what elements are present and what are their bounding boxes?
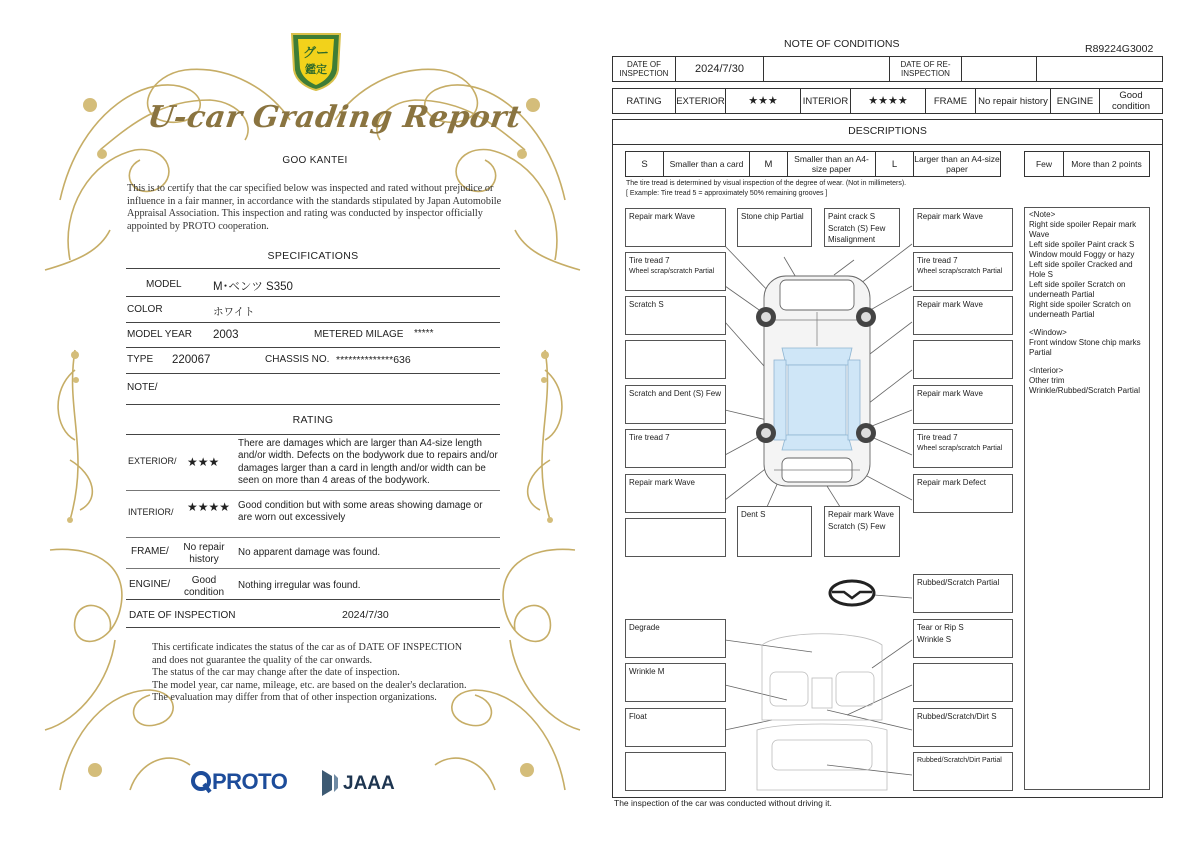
divider	[126, 322, 500, 323]
type-label: TYPE	[127, 354, 154, 365]
frame-header: FRAME	[925, 88, 976, 114]
type-value: 220067	[172, 354, 211, 366]
interior-label: INTERIOR/	[128, 507, 174, 517]
chassis-label: CHASSIS NO.	[265, 354, 330, 365]
date-of-inspection-label: DATE OF INSPECTION	[129, 610, 236, 621]
divider	[126, 537, 500, 538]
divider	[126, 347, 500, 348]
empty-cell	[763, 56, 890, 82]
notes-panel	[1024, 207, 1150, 790]
interior-rating: ★★★★	[850, 88, 926, 114]
empty-cell	[1036, 56, 1163, 82]
jaaa-logo-text: JAAA	[343, 773, 395, 794]
tire-tread-note: The tire tread is determined by visual inspection of the degree of wear. (Not in millimeters).	[626, 180, 907, 187]
divider	[126, 296, 500, 297]
condition-box: Repair mark Wave	[913, 385, 1013, 424]
descriptions-heading: DESCRIPTIONS	[848, 125, 927, 137]
note-heading: <Note>	[1029, 210, 1056, 219]
engine-label: ENGINE/	[129, 579, 171, 590]
model-value: M･ベンツ S350	[213, 281, 293, 293]
date-of-reinspection-header: DATE OF RE-INSPECTION	[889, 56, 962, 82]
exterior-rating: ★★★	[725, 88, 801, 114]
model-year-value: 2003	[213, 329, 239, 341]
divider	[126, 373, 500, 374]
condition-box: Rubbed/Scratch/Dirt S	[913, 708, 1013, 747]
model-year-label: MODEL YEAR	[127, 329, 193, 340]
condition-box-empty	[625, 340, 726, 379]
date-of-inspection-cell: 2024/7/30	[675, 56, 764, 82]
condition-box	[625, 252, 726, 291]
date-of-inspection-value: 2024/7/30	[342, 609, 389, 621]
color-value: ホワイト	[213, 306, 255, 318]
condition-box-empty	[913, 340, 1013, 379]
divider	[126, 599, 500, 600]
legend-l-desc: Larger than an A4-size paper	[913, 151, 1001, 177]
report-subtitle: GOO KANTEI	[282, 155, 348, 166]
legend-l: L	[875, 151, 914, 177]
goo-kantei-badge-icon	[288, 30, 344, 92]
note-label: NOTE/	[127, 382, 158, 393]
divider	[126, 627, 500, 628]
condition-box: Degrade	[625, 619, 726, 658]
condition-box-empty	[625, 752, 726, 791]
frame-description: No apparent damage was found.	[238, 547, 381, 558]
svg-text:鑑定: 鑑定	[305, 63, 327, 76]
note-body: Right side spoiler Repair mark Wave Left side spoiler Paint crack S Window mould Foggy or hazy Left side spoiler Cracked and Hole S Left side spoiler Scratch on underneath Partial Right side spoiler Scratch on underneath Partial	[1029, 220, 1137, 319]
reference-number: R89224G3002	[1085, 43, 1154, 55]
condition-box: Scratch and Dent (S) Few	[625, 385, 726, 424]
divider	[126, 490, 500, 491]
condition-box: Paint crack S Scratch (S) Few Misalignment	[824, 208, 900, 247]
legend-few-desc: More than 2 points	[1063, 151, 1150, 177]
model-label: MODEL	[146, 279, 182, 290]
frame-rating: No repair history	[975, 88, 1051, 114]
condition-box: Repair mark Wave Scratch (S) Few	[824, 506, 900, 557]
frame-value: No repair history	[183, 542, 225, 565]
condition-box: Repair mark Wave	[913, 296, 1013, 335]
engine-header: ENGINE	[1050, 88, 1100, 114]
legend-s: S	[625, 151, 664, 177]
engine-value: Good condition	[183, 575, 225, 598]
divider	[126, 434, 500, 435]
condition-box: Rubbed/Scratch/Dirt Partial	[913, 752, 1013, 791]
condition-subtext: Wheel scrap/scratch Partial	[917, 445, 1003, 452]
condition-box: Scratch S	[625, 296, 726, 335]
legend-s-desc: Smaller than a card	[663, 151, 750, 177]
condition-box	[913, 429, 1013, 468]
condition-box-empty	[625, 518, 726, 557]
engine-rating: Good condition	[1099, 88, 1163, 114]
inspection-footnote: The inspection of the car was conducted without driving it.	[614, 798, 832, 808]
exterior-description: There are damages which are larger than A4-size length and/or width. Defects on the bodywork due to repairs and/or damages larger than a card in length and/or width can be seen on more than 4 areas of the bodywork.	[238, 438, 498, 486]
interior-stars: ★★★★	[187, 500, 231, 514]
report-title: U-car Grading Report	[145, 100, 524, 135]
interior-header: INTERIOR	[800, 88, 851, 114]
window-body: Front window Stone chip marks Partial	[1029, 338, 1141, 357]
proto-logo-text: PROTO	[212, 769, 288, 794]
reinspection-date-cell	[961, 56, 1037, 82]
condition-box: Tear or Rip S Wrinkle S	[913, 619, 1013, 658]
engine-description: Nothing irregular was found.	[238, 580, 361, 591]
metered-mileage-label: METERED MILAGE	[314, 329, 404, 340]
rating-heading: RATING	[292, 414, 334, 426]
interior-heading: <Interior>	[1029, 366, 1064, 375]
svg-text:グー: グー	[302, 46, 330, 61]
condition-box: Repair mark Wave	[625, 474, 726, 513]
frame-label: FRAME/	[131, 546, 169, 557]
condition-box: Repair mark Wave	[913, 208, 1013, 247]
tire-tread-example: [ Example: Tire tread 5 = approximately 50% remaining grooves ]	[626, 190, 828, 197]
specifications-heading: SPECIFICATIONS	[267, 250, 359, 262]
divider	[126, 568, 500, 569]
condition-subtext: Wheel scrap/scratch Partial	[629, 268, 715, 275]
date-of-inspection-header: DATE OF INSPECTION	[612, 56, 676, 82]
condition-box: Wrinkle M	[625, 663, 726, 702]
condition-box: Rubbed/Scratch Partial	[913, 574, 1013, 613]
proto-logo-icon	[190, 770, 212, 794]
divider	[126, 404, 500, 405]
legend-m-desc: Smaller than an A4-size paper	[787, 151, 876, 177]
certificate-disclaimer: This certificate indicates the status of the car as of DATE OF INSPECTION and does not guarantee the quality of the car onwards. The status of the car may change after the date of inspection. The model year, car name, mileage, etc. are based on the dealer's declaration. The evaluation may differ from that of other inspection organizations.	[152, 642, 467, 703]
exterior-stars: ★★★	[187, 455, 220, 469]
window-heading: <Window>	[1029, 328, 1067, 337]
condition-text: Tire tread 7	[917, 256, 958, 265]
chassis-value: **************636	[336, 354, 411, 366]
condition-box: Stone chip Partial	[737, 208, 812, 247]
color-label: COLOR	[127, 304, 163, 315]
condition-subtext: Wheel scrap/scratch Partial	[917, 268, 1003, 275]
interior-description: Good condition but with some areas showing damage or are worn out excessively	[238, 500, 483, 524]
legend-m: M	[749, 151, 788, 177]
exterior-header: EXTERIOR	[675, 88, 726, 114]
interior-body: Other trim Wrinkle/Rubbed/Scratch Partial	[1029, 376, 1141, 395]
divider	[126, 268, 500, 269]
condition-text: Tire tread 7	[629, 256, 670, 265]
metered-mileage-value: *****	[414, 328, 434, 339]
divider	[612, 144, 1163, 145]
condition-box: Dent S	[737, 506, 812, 557]
condition-box-empty	[913, 663, 1013, 702]
condition-text: Tire tread 7	[917, 433, 958, 442]
condition-box: Tire tread 7	[625, 429, 726, 468]
note-title: NOTE OF CONDITIONS	[784, 38, 900, 50]
rating-header: RATING	[612, 88, 676, 114]
exterior-label: EXTERIOR/	[128, 456, 177, 466]
legend-few: Few	[1024, 151, 1064, 177]
jaaa-logo-icon	[318, 768, 340, 798]
condition-box	[913, 252, 1013, 291]
condition-box: Repair mark Wave	[625, 208, 726, 247]
condition-box: Repair mark Defect	[913, 474, 1013, 513]
condition-box: Float	[625, 708, 726, 747]
certification-statement: This is to certify that the car specified below was inspected and rated without prejudice or influence in a fair manner, in accordance with the standards stipulated by Japan Automobile Appraisal Association. This inspection and rating was conducted by inspector officially appointed by PROTO cooperation.	[127, 183, 502, 232]
